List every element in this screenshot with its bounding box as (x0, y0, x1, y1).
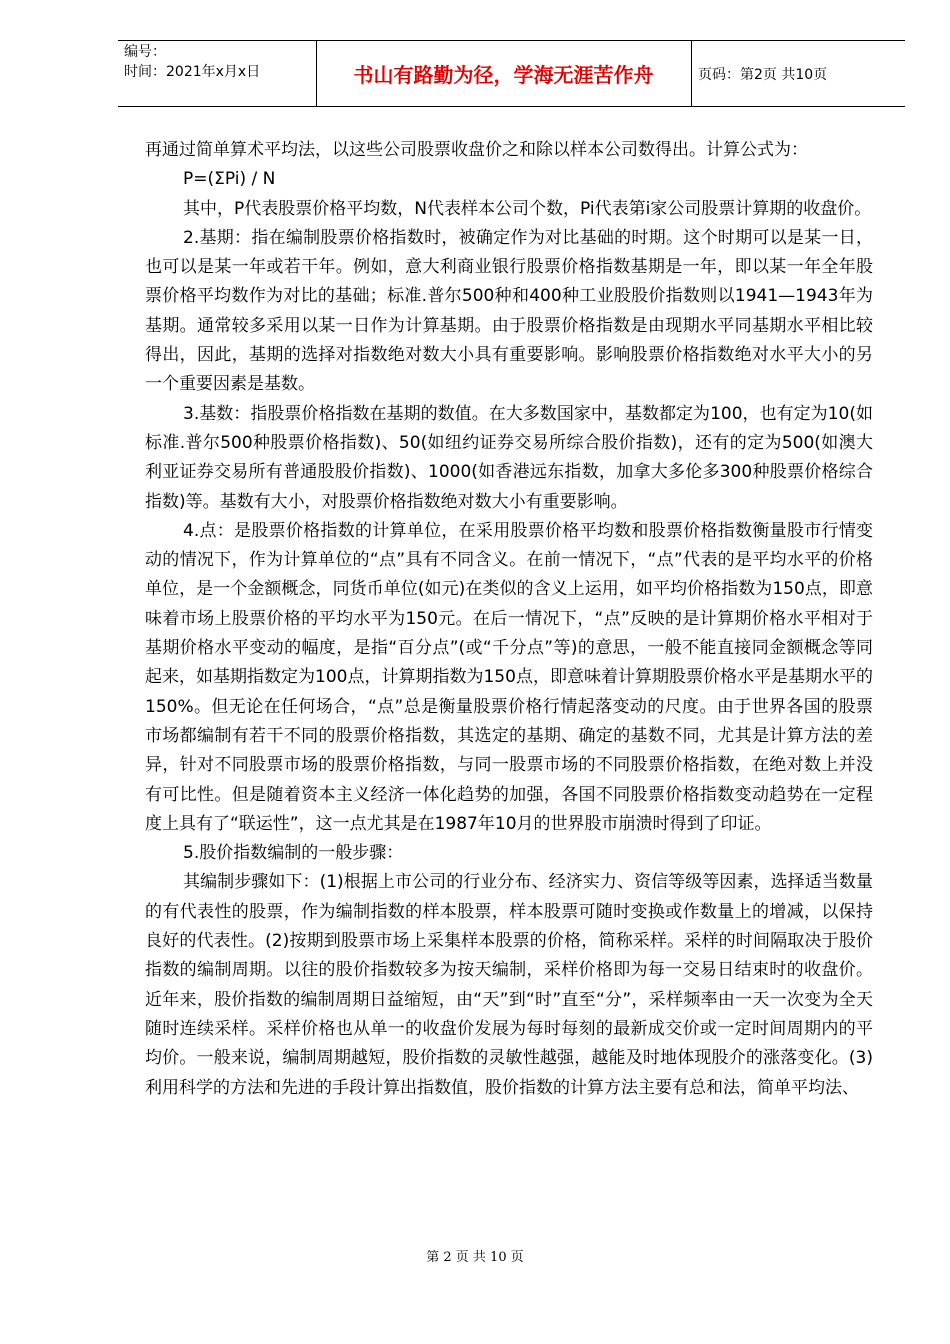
page-info: 页码：第2页 共10页 (698, 66, 828, 83)
header-table (118, 40, 905, 107)
header-left-cell (124, 42, 260, 82)
number-label: 编号： (124, 44, 166, 60)
section-heading-steps: 5.股价指数编制的一般步骤： (183, 843, 404, 864)
paragraph-points: 4.点：是股票价格指数的计算单位，在采用股票价格平均数和股票价格指数衡量股市行情变动的情况下，作为计算单位的“点”具有不同含义。在前一情况下，“点”代表的是平均水平的价格单位，是一个金额概念，同货币单位(如元)在类似的含义上运用，如平均价格指数为150点，即意味着市场上股票价格的平均水平为150元。在后一情况下，“点”反映的是计算期价格水平相对于基期价格水平变动的幅度，是指“百分点”(或“千分点”等)的意思，一般不能直接同金额概念等同起来，如基期指数定为100点，计算期指数为150点，即意味着计算期股票价格水平是基期水平的150%。但无论在任何场合，“点”总是衡量股票价格行情起落变动的尺度。由于世界各国的股票市场都编制有若干不同的股票价格指数，其选定的基期、确定的基数不同，尤其是计算方法的差异，针对不同股票市场的股票价格指数，与同一股票市场的不同股票价格指数，在绝对数上并没有可比性。但是随着资本主义经济一体化趋势的加强，各国不同股票价格指数变动趋势在一定程度上具有了“联运性”，这一点尤其是在1987年10月的世界股市崩溃时得到了印证。 (145, 520, 873, 834)
time-label: 时间：2021年x月x日 (124, 64, 261, 80)
header-divider-right (691, 40, 692, 107)
paragraph-base-period: 2.基期：指在编制股票价格指数时，被确定作为对比基础的时期。这个时期可以是某一日，也可以是某一年或若干年。例如，意大利商业银行股票价格指数基期是一年，即以某一年全年股票价格平均数作为对比的基础；标准.普尔500种和400种工业股股价指数则以1941—1943年为基期。通常较多采用以某一日作为计算基期。由于股票价格指数是由现期水平同基期水平相比较得出，因此，基期的选择对指数绝对数大小具有重要影响。影响股票价格指数绝对水平大小的另一个重要因素是基数。 (145, 227, 873, 395)
paragraph-definitions: 其中，P代表股票价格平均数，N代表样本公司个数，Pi代表第i家公司股票计算期的收盘价。 (183, 198, 872, 219)
formula: P=(ΣPi) / N (183, 169, 276, 190)
page-footer: 第 2 页 共 10 页 (426, 1250, 524, 1265)
motto: 书山有路勤为径，学海无涯苦作舟 (353, 63, 654, 87)
paragraph-steps: 其编制步骤如下：(1)根据上市公司的行业分布、经济实力、资信等级等因素，选择适当数量的有代表性的股票，作为编制指数的样本股票，样本股票可随时变换或作数量上的增减，以保持良好的代表性。(2)按期到股票市场上采集样本股票的价格，简称采样。采样的时间隔取决于股价指数的编制周期。以往的股价指数较多为按天编制，采样价格即为每一交易日结束时的收盘价。近年来，股价指数的编制周期日益缩短，由“天”到“时”直至“分”，采样频率由一天一次变为全天随时连续采样。采样价格也从单一的收盘价发展为每时每刻的最新成交价或一定时间周期内的平均价。一般来说，编制周期越短，股价指数的灵敏性越强，越能及时地体现股介的涨落变化。(3)利用科学的方法和先进的手段计算出指数值，股价指数的计算方法主要有总和法，简单平均法、 (145, 872, 873, 1098)
document-body (145, 136, 873, 1103)
paragraph-continuation: 再通过简单算术平均法，以这些公司股票收盘价之和除以样本公司数得出。计算公式为： (145, 140, 808, 160)
paragraph-base-value: 3.基数：指股票价格指数在基期的数值。在大多数国家中，基数都定为100，也有定为10(如标准.普尔500种股票价格指数)、50(如纽约证券交易所综合股价指数)，还有的定为500(如澳大利亚证券交易所有普通股股价指数)、1000(如香港远东指数，加拿大多伦多300种股票价格综合指数)等。基数有大小，对股票价格指数绝对数大小有重要影响。 (145, 403, 873, 512)
